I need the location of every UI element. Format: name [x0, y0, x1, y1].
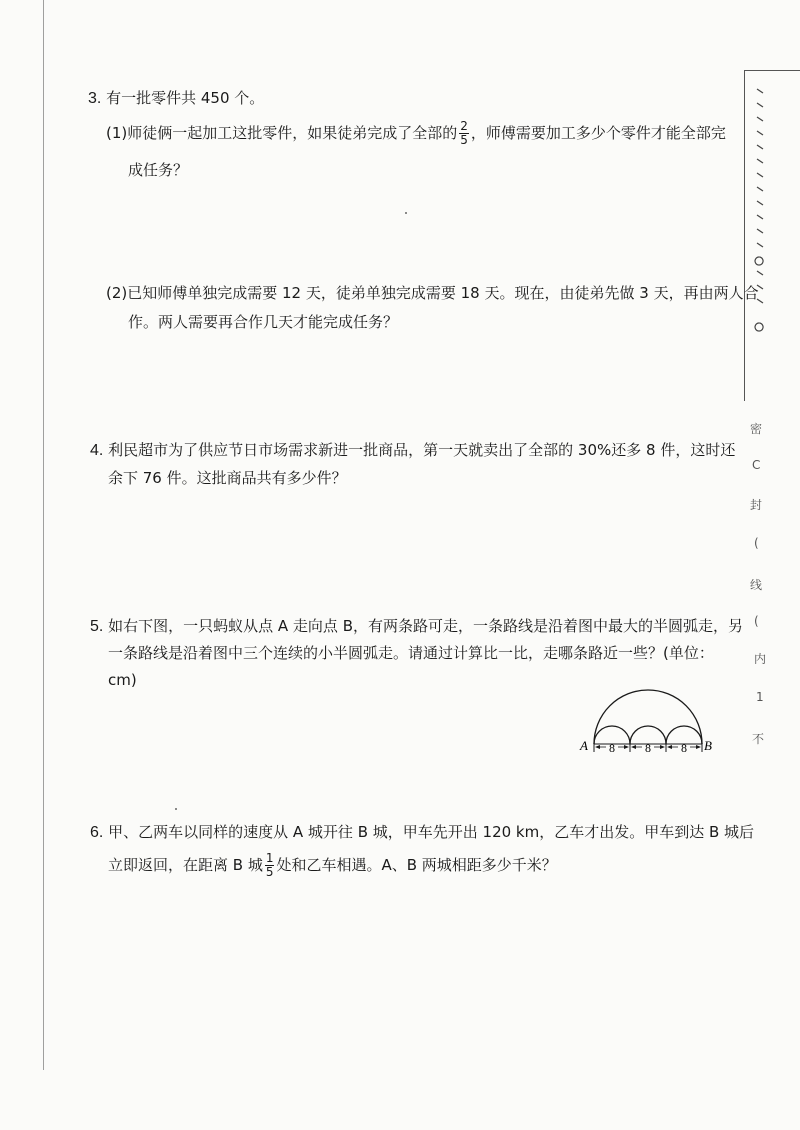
- q4-line1: [90, 440, 735, 461]
- q3-stem: [88, 88, 264, 109]
- q3-part1-suffix: ，师傅需要加工多少个零件才能全部完: [470, 124, 726, 142]
- q3-part1-line2: 成任务？: [128, 161, 189, 179]
- q6-line1-text: 甲、乙两车以同样的速度从 A 城开往 B 城，甲车先开出 120 km，乙车才出发。甲车到达 B 城后: [108, 823, 755, 841]
- margin-mark-5: 线: [750, 578, 763, 592]
- q4-line2: 余下 76 件。这批商品共有多少件？: [108, 469, 347, 487]
- margin-mark-7: 内: [754, 652, 767, 666]
- q3-part1-line1: [106, 120, 726, 147]
- q6-line2-suffix: 处和乙车相遇。A、B 两城相距多少千米？: [276, 856, 557, 874]
- point-a-label: A: [580, 738, 588, 753]
- segment-label-1: 8: [609, 741, 615, 755]
- binding-margin: [744, 70, 800, 401]
- q5-line2: 一条路线是沿着图中三个连续的小半圆弧走。请通过计算比一比，走哪条路近一些？(单位：: [108, 644, 714, 662]
- q5-line3: cm): [108, 671, 137, 689]
- margin-mark-9: 不: [752, 732, 765, 746]
- q3-stem-text: 有一批零件共 450 个。: [106, 89, 265, 107]
- q3-fraction: [459, 120, 469, 147]
- page-left-border: [43, 0, 44, 1070]
- q3-part2-line2: 作。两人需要再合作几天才能完成任务？: [128, 313, 399, 331]
- q3-part2-line1: (2)已知师傅单独完成需要 12 天，徒弟单独完成需要 18 天。现在，由徒弟先做 3 天，再由两人合: [106, 284, 759, 302]
- binding-dashes: [745, 71, 800, 401]
- margin-mark-6: (: [754, 614, 759, 628]
- scan-speck: [405, 212, 407, 214]
- q5-line1-text: 如右下图，一只蚂蚁从点 A 走向点 B，有两条路可走，一条路线是沿着图中最大的半圆弧走，另: [108, 617, 743, 635]
- margin-mark-1: 密: [750, 422, 763, 436]
- q6-fraction: [265, 852, 275, 879]
- margin-mark-2: C: [752, 458, 761, 472]
- scan-speck-2: [175, 808, 177, 810]
- segment-label-2: 8: [645, 741, 651, 755]
- q3-fraction-numerator: 2: [460, 119, 468, 133]
- q5-number: 5.: [90, 618, 104, 635]
- q3-number: 3.: [88, 90, 102, 107]
- q6-fraction-numerator: 1: [265, 851, 274, 865]
- segment-label-3: 8: [681, 741, 687, 755]
- q6-line2: [108, 852, 557, 879]
- q3-fraction-denominator: 5: [460, 133, 468, 147]
- large-semicircle-arc: [594, 690, 702, 744]
- point-b-label: B: [704, 738, 712, 753]
- margin-mark-4: (: [754, 536, 759, 550]
- q6-fraction-denominator: 5: [265, 865, 274, 879]
- q5-line1: [90, 616, 743, 637]
- q6-line2-prefix: 立即返回，在距离 B 城: [108, 856, 263, 874]
- margin-mark-8: 1: [756, 690, 764, 704]
- q3-part1-prefix: (1)师徒俩一起加工这批零件，如果徒弟完成了全部的: [106, 124, 458, 142]
- margin-mark-3: 封: [750, 498, 763, 512]
- q6-line1: [90, 822, 754, 843]
- q6-number: 6.: [90, 824, 104, 841]
- semicircle-figure: [570, 680, 720, 765]
- q4-line1-text: 利民超市为了供应节日市场需求新进一批商品，第一天就卖出了全部的 30%还多 8 件，这时还: [108, 441, 736, 459]
- q4-number: 4.: [90, 442, 104, 459]
